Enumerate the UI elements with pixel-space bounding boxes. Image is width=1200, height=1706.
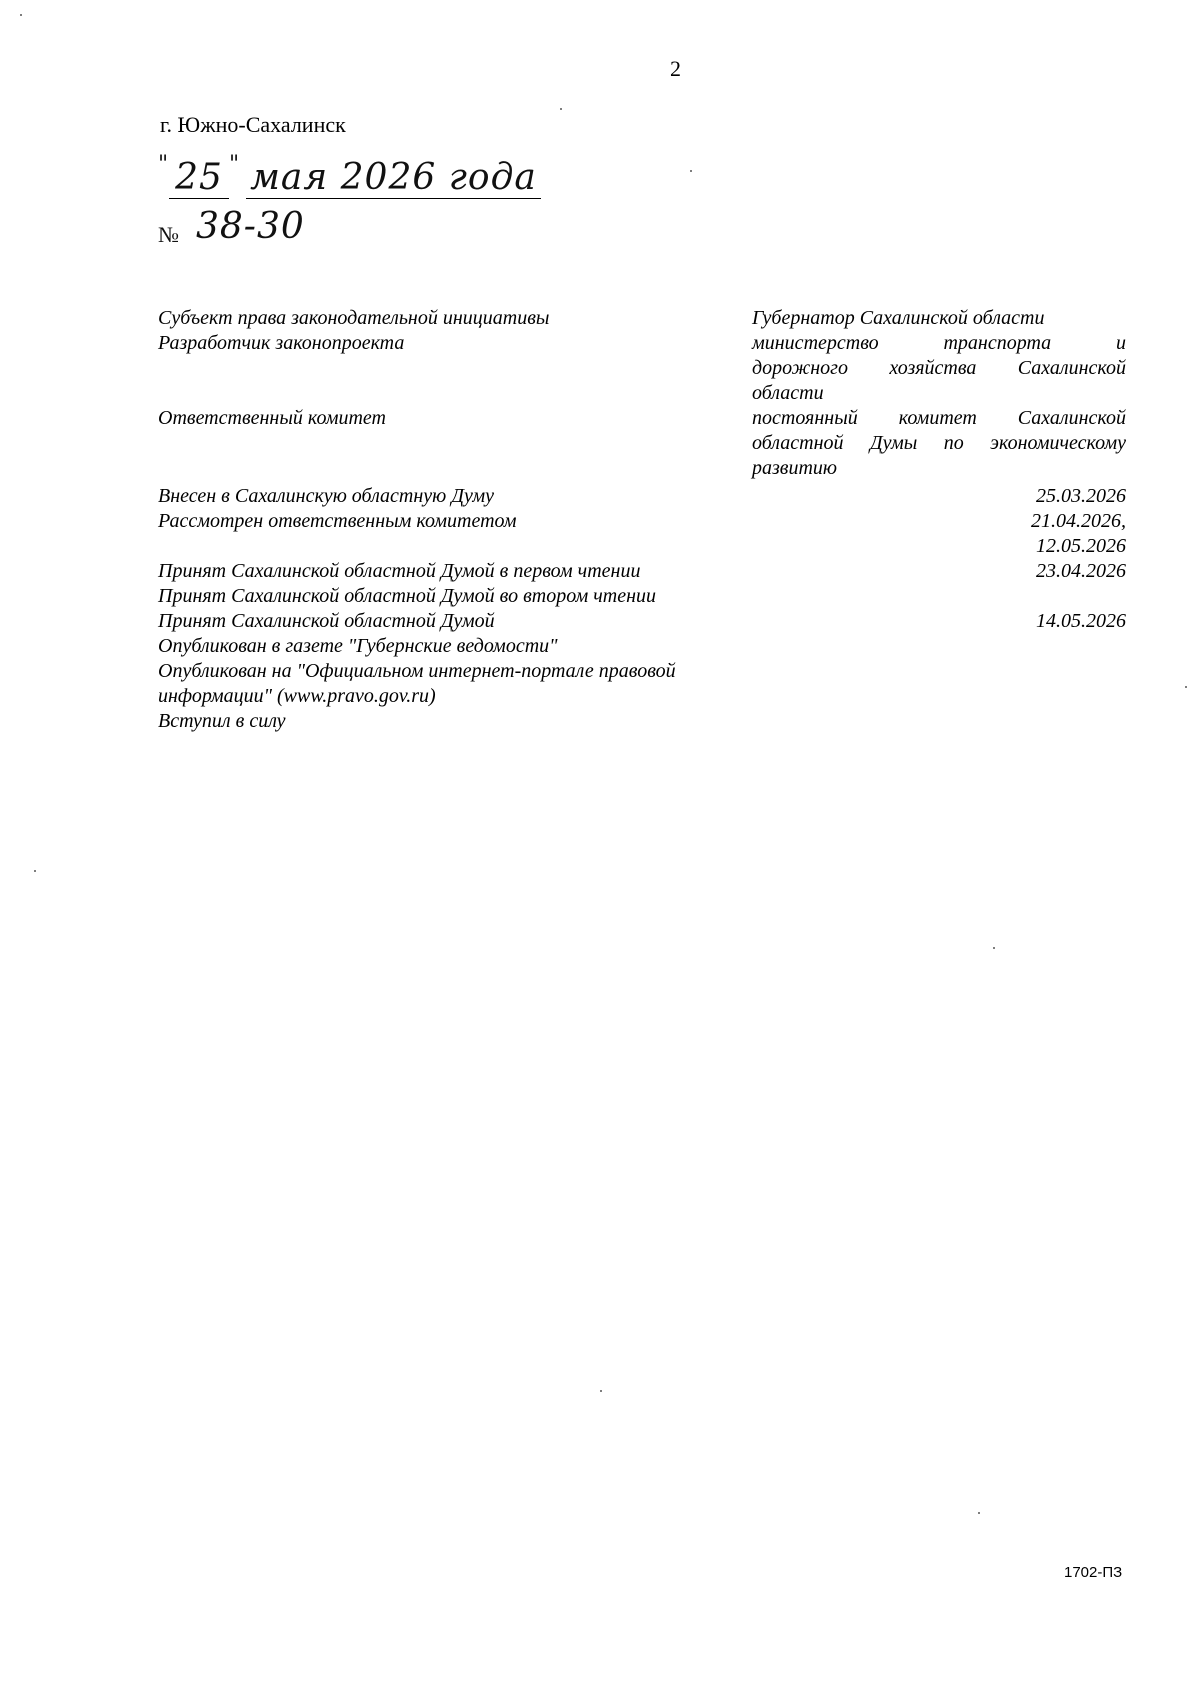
adopted-date: 14.05.2026 <box>1036 610 1126 632</box>
first-reading-date: 23.04.2026 <box>1036 560 1126 582</box>
quote-close: " <box>228 152 241 177</box>
scan-speck <box>560 108 562 110</box>
scan-speck <box>20 14 22 16</box>
page-number: 2 <box>670 56 681 81</box>
scan-speck <box>993 947 995 949</box>
handwritten-number: 38-30 <box>196 206 305 247</box>
quote-open: " <box>158 152 170 177</box>
reviewed-label: Рассмотрен ответственным комитетом <box>158 510 517 532</box>
developer-label: Разработчик законопроекта <box>158 332 405 354</box>
scan-speck <box>34 870 36 872</box>
city-line: г. Южно-Сахалинск <box>160 112 346 137</box>
in-force-label: Вступил в силу <box>158 710 286 732</box>
handwritten-number-line <box>158 206 305 248</box>
handwritten-month-year: мая 2026 года <box>246 157 541 199</box>
committee-value-line-3: развитию <box>752 457 838 479</box>
handwritten-date <box>158 152 541 199</box>
published-portal-line-2: информации" (www.pravo.gov.ru) <box>158 685 436 707</box>
scan-speck <box>1185 686 1187 688</box>
introduced-date: 25.03.2026 <box>1036 485 1126 507</box>
adopted-label: Принят Сахалинской областной Думой <box>158 610 495 632</box>
developer-value-line-1: министерство транспорта и <box>752 332 1126 354</box>
scan-speck <box>690 170 692 172</box>
committee-label: Ответственный комитет <box>158 407 386 429</box>
handwritten-day: 25 <box>169 157 229 199</box>
published-portal-line-1: Опубликован на "Официальном интернет-портале правовой <box>158 660 676 682</box>
scan-speck <box>600 1390 602 1392</box>
published-newspaper-label: Опубликован в газете "Губернские ведомости" <box>158 635 558 657</box>
committee-value-line-1: постоянный комитет Сахалинской <box>752 407 1126 429</box>
subject-value: Губернатор Сахалинской области <box>752 307 1045 329</box>
number-sign: № <box>158 222 180 247</box>
developer-value-line-2: дорожного хозяйства Сахалинской <box>752 357 1126 379</box>
second-reading-label: Принят Сахалинской областной Думой во втором чтении <box>158 585 657 607</box>
first-reading-label: Принят Сахалинской областной Думой в первом чтении <box>158 560 641 582</box>
footer-code: 1702-ПЗ <box>1064 1564 1123 1581</box>
developer-value-line-3: области <box>752 382 824 404</box>
scan-speck <box>978 1512 980 1514</box>
reviewed-date-2: 12.05.2026 <box>1036 535 1126 557</box>
committee-value-line-2: областной Думы по экономическому <box>752 432 1126 454</box>
introduced-label: Внесен в Сахалинскую областную Думу <box>158 485 495 507</box>
subject-label: Субъект права законодательной инициативы <box>158 307 550 329</box>
reviewed-date-1: 21.04.2026, <box>1031 510 1126 532</box>
